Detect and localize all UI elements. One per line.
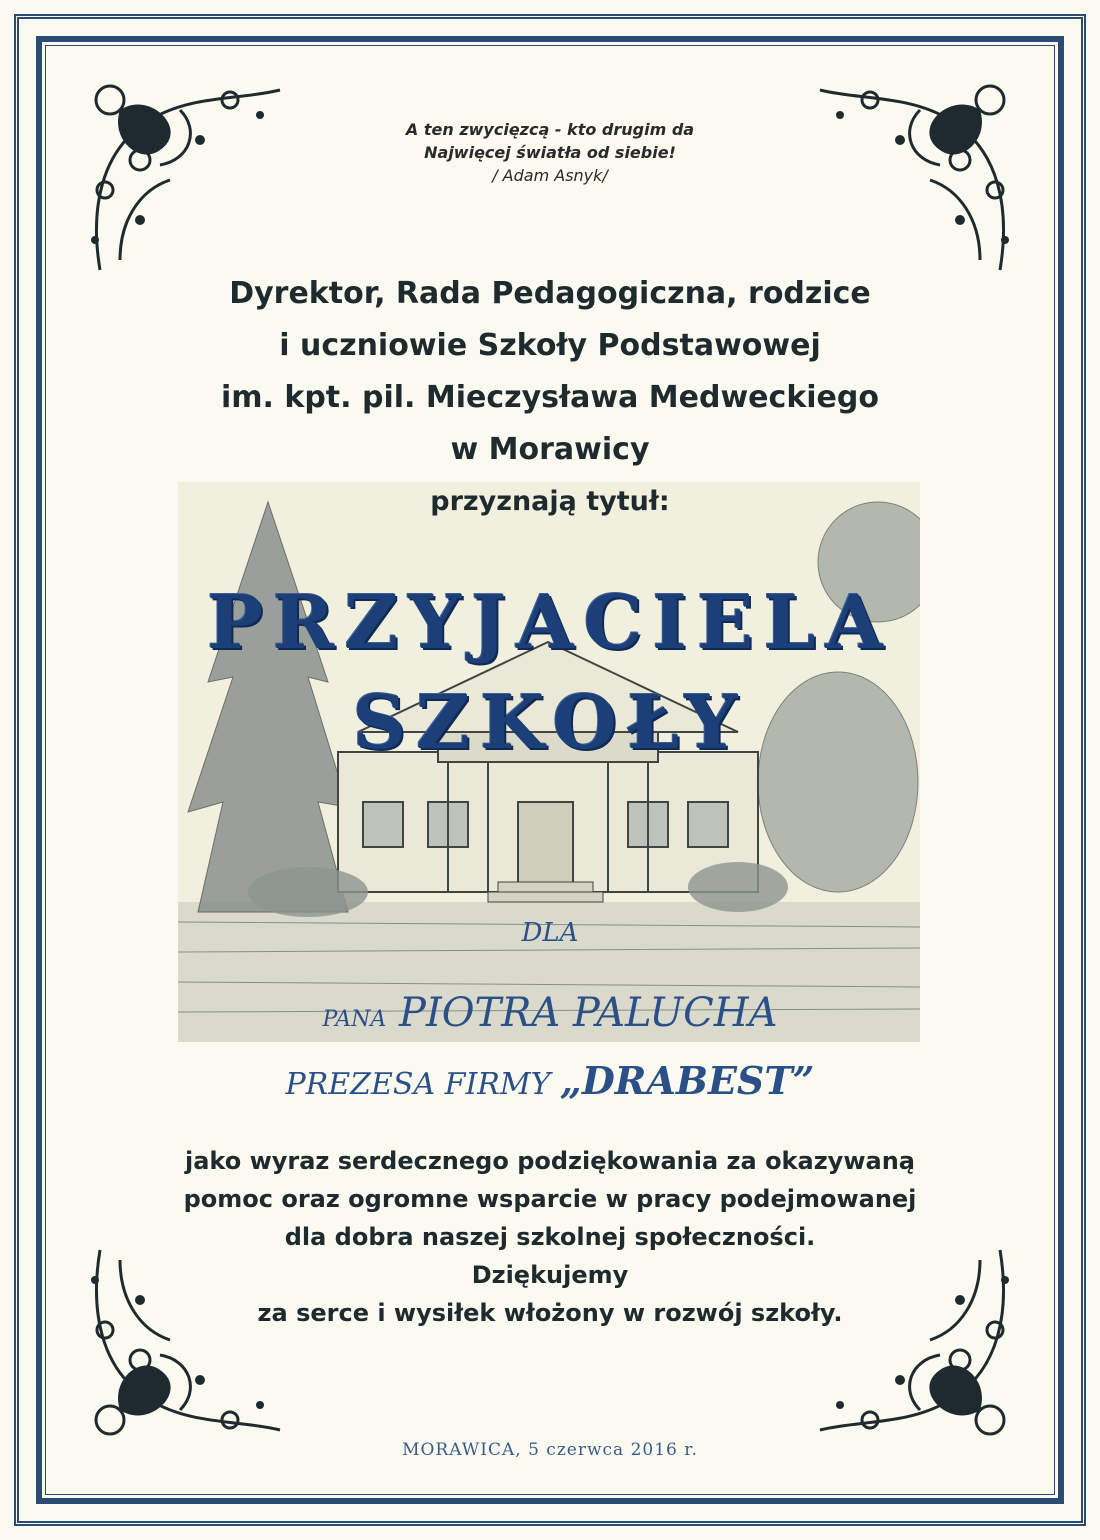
dedication-text — [0, 1142, 1100, 1332]
pan-label: PANA — [322, 1007, 387, 1032]
dla-label: DLA — [521, 918, 579, 948]
motto-quote — [0, 118, 1100, 187]
body-line-4: Dziękujemy — [471, 1261, 629, 1289]
title-line-1: PRZYJACIELA — [207, 580, 893, 666]
heading-line-2: i uczniowie Szkoły Podstawowej — [279, 328, 821, 363]
recipient-role: PREZESA FIRMY — [285, 1067, 551, 1102]
heading-line-4: w Morawicy — [450, 432, 650, 467]
heading-block — [0, 268, 1100, 528]
body-line-2: pomoc oraz ogromne wsparcie w pracy podejmowanej — [183, 1185, 917, 1213]
heading-line-3: im. kpt. pil. Mieczysława Medweckiego — [221, 380, 879, 415]
place-date: MORAWICA, 5 czerwca 2016 r. — [402, 1440, 698, 1460]
heading-line-1: Dyrektor, Rada Pedagogiczna, rodzice — [229, 276, 871, 311]
company-name: „DRABEST” — [559, 1058, 815, 1103]
motto-line-2: Najwięcej światła od siebie! — [424, 143, 676, 162]
motto-author: / Adam Asnyk/ — [492, 166, 608, 185]
heading-line-5: przyznają tytuł: — [430, 486, 670, 517]
body-line-3: dla dobra naszej szkolnej społeczności. — [284, 1223, 816, 1251]
recipient-role-line — [0, 1058, 1100, 1103]
title-line-2: SZKOŁY — [352, 680, 748, 766]
motto-line-1: A ten zwycięzcą - kto drugim da — [405, 120, 695, 139]
body-line-1: jako wyraz serdecznego podziękowania za okazywaną — [185, 1147, 915, 1175]
recipient-name-line — [0, 990, 1100, 1036]
recipient-name: PIOTRA PALUCHA — [399, 990, 778, 1036]
body-line-5: za serce i wysiłek włożony w rozwój szkoły. — [257, 1299, 843, 1327]
